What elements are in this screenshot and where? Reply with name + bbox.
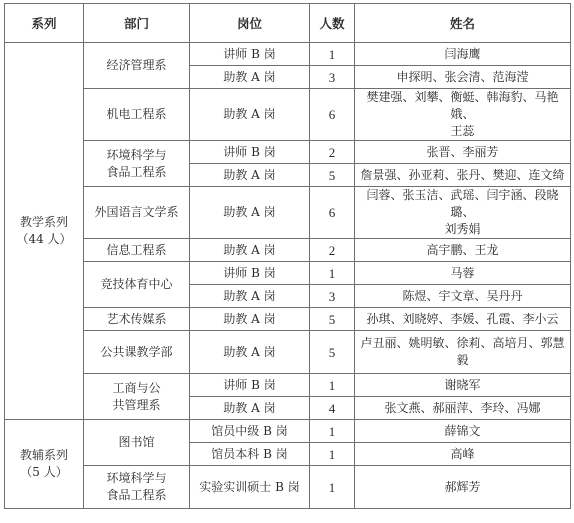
header-department: 部门 — [84, 4, 190, 43]
header-names: 姓名 — [355, 4, 571, 43]
count-cell: 1 — [310, 443, 355, 466]
position-cell: 助教 A 岗 — [190, 66, 310, 89]
names-cell: 张文燕、郝丽萍、李玲、冯娜 — [355, 397, 571, 420]
position-cell: 讲师 B 岗 — [190, 43, 310, 66]
series-label: 教学系列 — [19, 215, 68, 229]
table-row — [5, 187, 571, 239]
header-row — [5, 4, 571, 43]
names-cell: 张晋、李丽芳 — [355, 141, 571, 164]
names-line: 卢丑丽、姚明敏、徐莉、高培月、郭慧 — [360, 336, 565, 350]
names-cell: 孙琪、刘晓婷、李媛、孔霞、李小云 — [355, 308, 571, 331]
dept-cell: 信息工程系 — [84, 239, 190, 262]
dept-line: 工商与公 — [112, 380, 161, 395]
dept-cell: 机电工程系 — [84, 89, 190, 141]
table-row — [5, 331, 571, 374]
position-cell: 助教 A 岗 — [190, 164, 310, 187]
series-label: 教辅系列 — [19, 448, 68, 462]
header-position: 岗位 — [190, 4, 310, 43]
header-series: 系列 — [5, 4, 84, 43]
names-cell: 马蓉 — [355, 262, 571, 285]
count-cell: 3 — [310, 285, 355, 308]
position-cell: 讲师 B 岗 — [190, 374, 310, 397]
position-cell: 实验实训硕士 B 岗 — [190, 466, 310, 509]
table-row — [5, 141, 571, 164]
count-cell: 5 — [310, 331, 355, 374]
count-cell: 1 — [310, 466, 355, 509]
names-cell: 陈煜、宇文章、吴丹丹 — [355, 285, 571, 308]
dept-cell: 艺术传媒系 — [84, 308, 190, 331]
dept-cell — [84, 466, 190, 509]
count-cell: 1 — [310, 262, 355, 285]
count-cell: 5 — [310, 308, 355, 331]
position-cell: 助教 A 岗 — [190, 285, 310, 308]
position-cell: 助教 A 岗 — [190, 331, 310, 374]
names-cell: 薛锦文 — [355, 420, 571, 443]
names-cell: 谢晓军 — [355, 374, 571, 397]
names-cell — [355, 331, 571, 374]
dept-cell: 图书馆 — [84, 420, 190, 466]
names-cell: 詹景强、孙亚莉、张丹、樊迎、连文绮 — [355, 164, 571, 187]
dept-line: 食品工程系 — [106, 164, 167, 179]
count-cell: 6 — [310, 89, 355, 141]
header-count: 人数 — [310, 4, 355, 43]
dept-cell: 竞技体育中心 — [84, 262, 190, 308]
dept-line: 环境科学与 — [106, 147, 167, 162]
count-cell: 4 — [310, 397, 355, 420]
series-count: （5 人） — [20, 465, 68, 479]
position-cell: 助教 A 岗 — [190, 239, 310, 262]
names-cell: 高峰 — [355, 443, 571, 466]
dept-cell: 外国语言文学系 — [84, 187, 190, 239]
table-row — [5, 420, 571, 443]
count-cell: 1 — [310, 43, 355, 66]
table-row — [5, 43, 571, 66]
count-cell: 2 — [310, 239, 355, 262]
series-count: （44 人） — [16, 232, 72, 246]
names-cell: 申探明、张会清、范海滢 — [355, 66, 571, 89]
names-line: 王蕊 — [450, 124, 475, 138]
series-cell-teaching — [5, 43, 84, 420]
table-row — [5, 89, 571, 141]
count-cell: 5 — [310, 164, 355, 187]
table-row — [5, 374, 571, 397]
names-cell: 郝辉芳 — [355, 466, 571, 509]
table-row — [5, 262, 571, 285]
position-cell: 助教 A 岗 — [190, 187, 310, 239]
recruitment-table — [4, 3, 571, 509]
dept-line: 食品工程系 — [106, 488, 167, 502]
position-cell: 助教 A 岗 — [190, 89, 310, 141]
table-row — [5, 308, 571, 331]
names-cell — [355, 89, 571, 141]
dept-cell — [84, 141, 190, 187]
names-line: 刘秀娟 — [444, 222, 481, 236]
names-line: 闫蓉、张玉洁、武瑶、闫宇涵、段晓璐、 — [366, 188, 559, 219]
dept-cell — [84, 374, 190, 420]
dept-cell: 公共课教学部 — [84, 331, 190, 374]
position-cell: 讲师 B 岗 — [190, 262, 310, 285]
position-cell: 助教 A 岗 — [190, 397, 310, 420]
names-cell — [355, 187, 571, 239]
count-cell: 2 — [310, 141, 355, 164]
series-cell-support — [5, 420, 84, 509]
position-cell: 讲师 B 岗 — [190, 141, 310, 164]
dept-line: 环境科学与 — [106, 471, 167, 485]
dept-line: 共管理系 — [112, 397, 161, 412]
names-cell: 高宇鹏、王龙 — [355, 239, 571, 262]
position-cell: 助教 A 岗 — [190, 308, 310, 331]
position-cell: 馆员中级 B 岗 — [190, 420, 310, 443]
position-cell: 馆员本科 B 岗 — [190, 443, 310, 466]
count-cell: 6 — [310, 187, 355, 239]
dept-cell: 经济管理系 — [84, 43, 190, 89]
count-cell: 1 — [310, 374, 355, 397]
table-row — [5, 466, 571, 509]
names-line: 毅 — [456, 353, 469, 367]
count-cell: 3 — [310, 66, 355, 89]
names-cell: 闫海鹰 — [355, 43, 571, 66]
count-cell: 1 — [310, 420, 355, 443]
table-row — [5, 239, 571, 262]
names-line: 樊建强、刘攀、衡蜓、韩海豹、马艳娥、 — [366, 90, 559, 121]
